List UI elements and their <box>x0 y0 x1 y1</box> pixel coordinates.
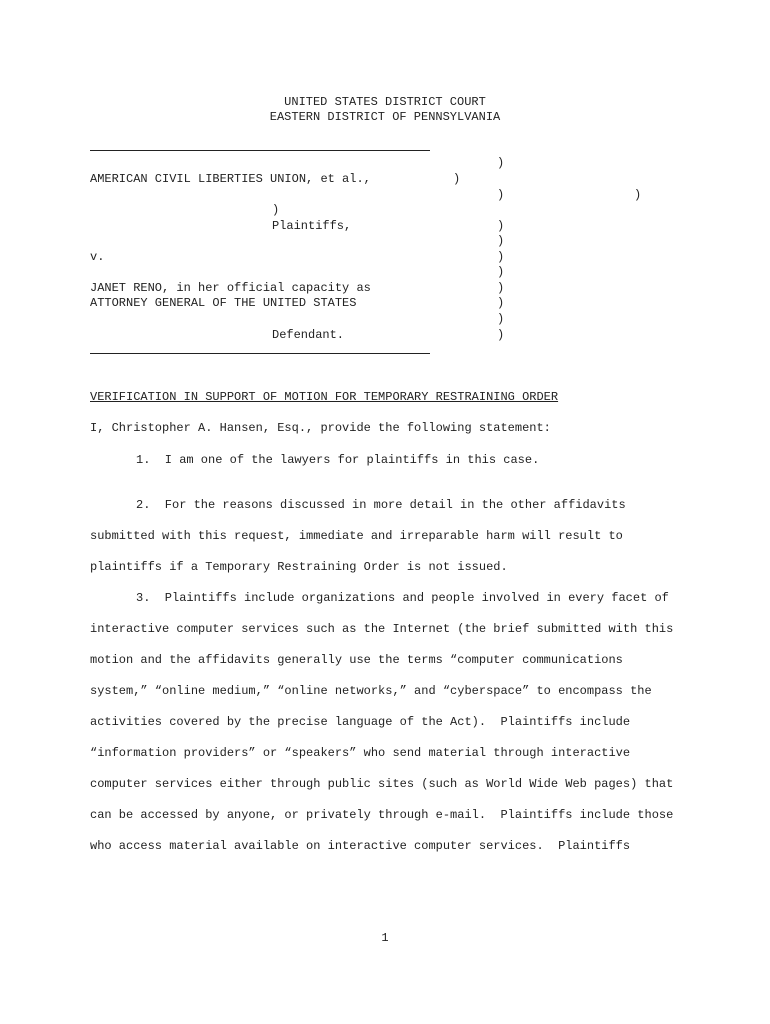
caption-paren: ) <box>272 203 280 217</box>
paragraph-2-line: 2. For the reasons discussed in more detail in the other affidavits <box>136 498 626 512</box>
caption-paren: ) <box>497 281 505 295</box>
caption-paren: ) <box>497 156 505 170</box>
defendant-label: Defendant. <box>272 328 345 342</box>
paragraph-3-line: motion and the affidavits generally use the terms “computer communications <box>90 653 623 667</box>
paragraph-3-line: interactive computer services such as the Internet (the brief submitted with this <box>90 622 674 636</box>
caption-paren: ) <box>497 219 505 233</box>
paragraph-1: 1. I am one of the lawyers for plaintiffs in this case. <box>136 453 540 467</box>
paragraph-3-line: activities covered by the precise language of the Act). Plaintiffs include <box>90 715 631 729</box>
paragraph-2-line: plaintiffs if a Temporary Restraining Order is not issued. <box>90 560 508 574</box>
caption-paren: ) <box>497 296 505 310</box>
plaintiffs-label: Plaintiffs, <box>272 219 352 233</box>
court-name: UNITED STATES DISTRICT COURT <box>284 95 486 109</box>
document-title: VERIFICATION IN SUPPORT OF MOTION FOR TEMPORARY RESTRAINING ORDER <box>90 390 559 404</box>
paragraph-3-line: computer services either through public sites (such as World Wide Web pages) that <box>90 777 674 791</box>
caption-paren: ) <box>634 188 642 202</box>
paragraph-3-line: can be accessed by anyone, or privately through e-mail. Plaintiffs include those <box>90 808 674 822</box>
versus-label: v. <box>90 250 105 264</box>
caption-top-rule <box>90 150 430 151</box>
caption-paren: ) <box>497 188 505 202</box>
caption-paren: ) <box>453 172 461 186</box>
caption-paren: ) <box>497 328 505 342</box>
defendant-name: JANET RENO, in her official capacity as <box>90 281 371 295</box>
paragraph-3-line: who access material available on interactive computer services. Plaintiffs <box>90 839 631 853</box>
defendant-title: ATTORNEY GENERAL OF THE UNITED STATES <box>90 296 357 310</box>
paragraph-2-line: submitted with this request, immediate and irreparable harm will result to <box>90 529 623 543</box>
paragraph-3-line: “information providers” or “speakers” who send material through interactive <box>90 746 631 760</box>
caption-paren: ) <box>497 265 505 279</box>
court-district: EASTERN DISTRICT OF PENNSYLVANIA <box>269 110 501 124</box>
paragraph-3-line: 3. Plaintiffs include organizations and people involved in every facet of <box>136 591 669 605</box>
plaintiff-name: AMERICAN CIVIL LIBERTIES UNION, et al., <box>90 172 371 186</box>
caption-paren: ) <box>497 234 505 248</box>
caption-paren: ) <box>497 312 505 326</box>
paragraph-3-line: system,” “online medium,” “online networks,” and “cyberspace” to encompass the <box>90 684 652 698</box>
caption-paren: ) <box>497 250 505 264</box>
page-number: 1 <box>381 931 389 945</box>
intro-statement: I, Christopher A. Hansen, Esq., provide the following statement: <box>90 421 551 435</box>
caption-bottom-rule <box>90 353 430 354</box>
